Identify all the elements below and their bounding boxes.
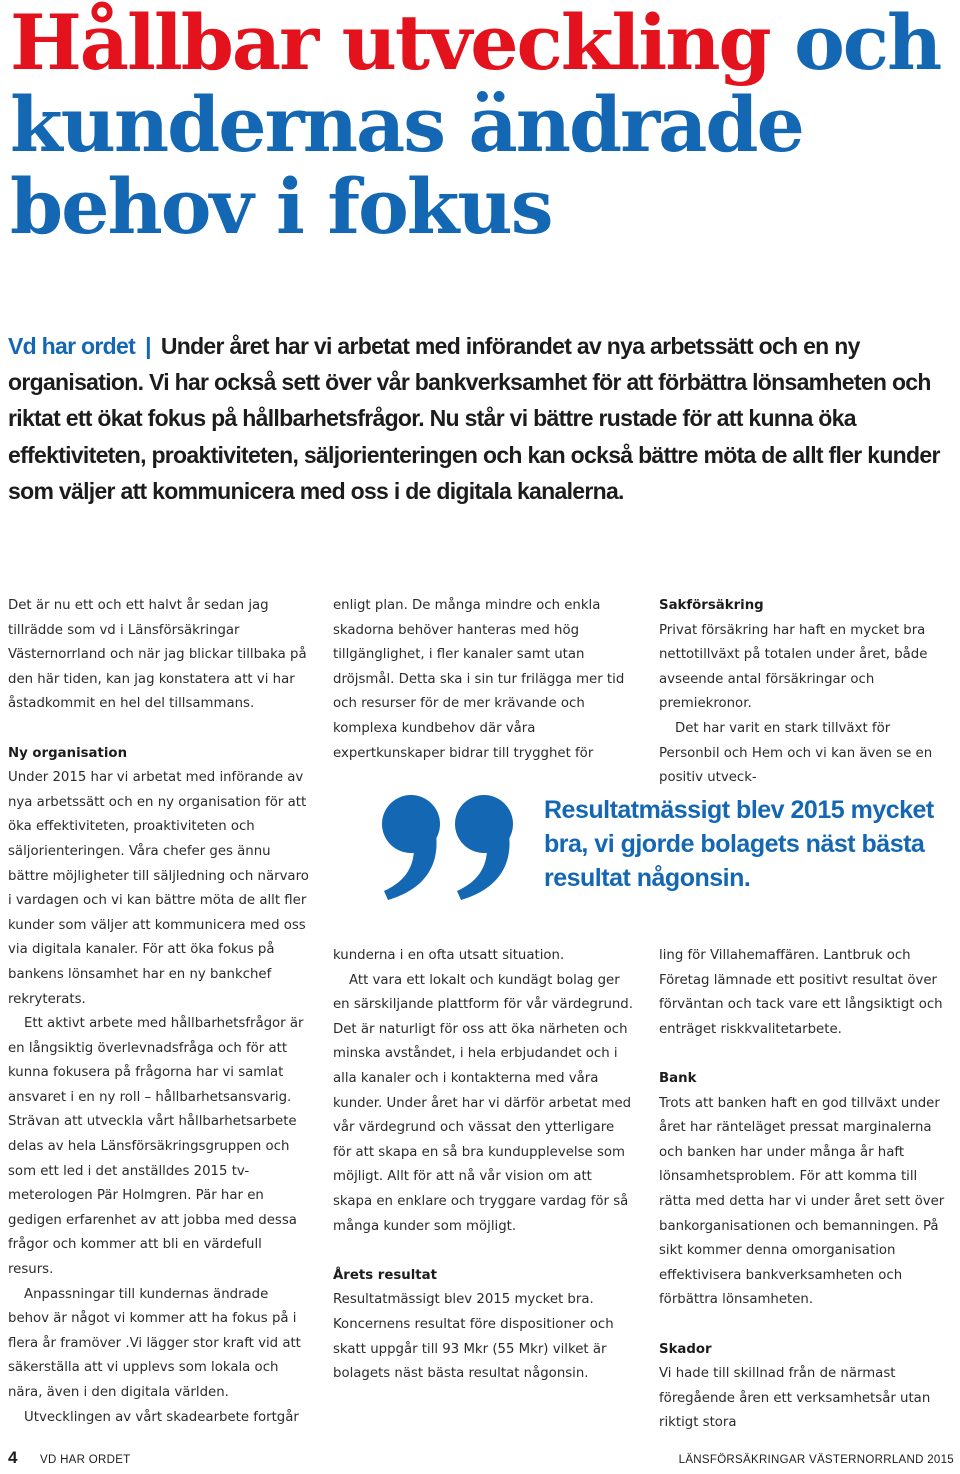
- col3-top-paragraph-1: Privat försäkring har haft en mycket bra nettotillväxt på totalen under året, både avseende antal försäkringar och premiekronor.: [659, 622, 928, 712]
- col3-heading-sakforsakring: Sakförsäkring: [659, 598, 764, 613]
- col1-paragraph-2: Under 2015 har vi arbetat med införande av nya arbetssätt och en ny organisation för att öka effektiviteten, proaktiviteten och säljorienteringen. Våra chefer ges ännu bättre möjligheter till säljledning och närvaro i vardagen och vi kan bättre möta de allt fler kunder som väljer att kommunicera med oss via digitala kanaler. För att öka fokus på bankens lönsamhet har en ny bankchef rekryterats.: [8, 770, 309, 1007]
- col1-paragraph-5: Utvecklingen av vårt skadearbete fortgår: [24, 1409, 299, 1425]
- column-2-bottom: [333, 944, 633, 1387]
- col3-bottom-paragraph-3: Vi hade till skillnad från de närmast föregående åren ett verksamhetsår utan riktigt stora: [659, 1366, 931, 1431]
- col3-bottom-paragraph-2: Trots att banken haft en god tillväxt under året har ränteläget pressat marginalerna och banken har under många år haft lönsamhetsproblem. För att komma till rätta med detta har vi under året sett över bankorganisationen och bemanningen. På sikt kommer denna omorganisation effektivisera bankverksamheten och förbättra lönsamheten.: [659, 1095, 945, 1308]
- col1-heading-organisation: Ny organisation: [8, 745, 128, 761]
- footer-company-label: LÄNSFÖRSÄKRINGAR VÄSTERNORRLAND 2015: [678, 1454, 954, 1466]
- title-red-part: Hållbar utveckling: [10, 0, 770, 87]
- title-blue-part-1: och: [794, 0, 941, 87]
- col1-paragraph-4: Anpassningar till kundernas ändrade behov är något vi kommer att ha fokus på i flera år framöver .Vi lägger stor kraft vid att säkerställa att vi upplevs som lokala och nära, även i den digitala världen.: [8, 1286, 301, 1400]
- col2-heading-arets-resultat: Årets resultat: [333, 1267, 437, 1283]
- quote-mark-icon: [378, 790, 528, 900]
- col3-bottom-paragraph-1: ling för Villahemaffären. Lantbruk och Företag lämnade ett positivt resultat över förväntan och tack vare ett långsiktigt och enträget riskkvalitetarbete.: [659, 948, 943, 1037]
- column-2-top: [333, 594, 633, 766]
- col2-top-paragraph: enligt plan. De många mindre och enkla skadorna behöver hanteras med hög tillgänglighet, i fler kanaler samt utan dröjsmål. Detta ska i sin tur frilägga mer tid och resurser för de mer krävande och komplexa kundbehov där våra expertkunskaper bidrar till trygghet för: [333, 598, 625, 761]
- col1-paragraph-1: Det är nu ett och ett halvt år sedan jag tillrädde som vd i Länsförsäkringar Västernorrland och när jag blickar tillbaka på den här tiden, kan jag konstatera att vi har åstadkommit en hel del tillsammans.: [8, 598, 307, 712]
- col1-paragraph-3: Ett aktivt arbete med hållbarhetsfrågor är en långsiktig överlevnadsfråga och för att kunna fokusera på frågorna har vi samlat ansvaret i en ny roll – hållbarhetsansvarig. Strävan att utveckla vårt hållbarhetsarbete delas av hela Länsförsäkringsgruppen och som ett led i det anställdes 2015 tv-meterologen Pär Holmgren. Pär har en gedigen erfarenhet av att jobba med dessa frågor och kommer att bli en värdefull resurs.: [8, 1016, 304, 1278]
- intro-separator: |: [145, 333, 151, 359]
- pull-quote: Resultatmässigt blev 2015 mycket bra, vi gjorde bolagets näst bästa resultat någonsin.: [544, 796, 934, 892]
- intro-kicker: Vd har ordet: [8, 333, 136, 359]
- title-blue-part-2: kundernas ändrade behov i fokus: [10, 80, 803, 251]
- column-3-top: [659, 594, 953, 791]
- column-3-bottom: [659, 944, 953, 1436]
- footer-section-label: VD HAR ORDET: [40, 1454, 131, 1466]
- intro-paragraph: [8, 328, 953, 509]
- col2-bottom-paragraph-1: kunderna i en ofta utsatt situation.: [333, 948, 565, 963]
- col3-heading-skador: Skador: [659, 1341, 712, 1357]
- column-1: [8, 594, 310, 1430]
- col2-bottom-paragraph-3: Resultatmässigt blev 2015 mycket bra. Koncernens resultat före dispositioner och skatt uppgår till 93 Mkr (55 Mkr) vilket är bolagets näst bästa resultat någonsin.: [333, 1292, 614, 1382]
- col2-bottom-paragraph-2: Att vara ett lokalt och kundägt bolag ger en särskiljande plattform för vår värdegrund. Det är naturligt för oss att öka närheten och minska avståndet, i hela erbjudandet och i alla kanaler och i kontakterna med våra kunder. Under året har vi därför arbetat med vår värdegrund och vässat den ytterligare för att skapa en så bra kundupplevelse som möjligt. Allt för att nå vår vision om att skapa en enklare och tryggare vardag för så många kunder som möjligt.: [333, 972, 633, 1234]
- page-footer: [8, 1448, 958, 1474]
- intro-text: Under året har vi arbetat med införandet av nya arbetssätt och en ny organisation. Vi har också sett över vår bankverksamhet för att förbättra lönsamheten och riktat ett ökat fokus på hållbarhetsfrågor. Nu står vi bättre rustade för att kunna öka effektiviteten, proaktiviteten, säljorienteringen och kan också bättre möta de allt fler kunder som väljer att kommunicera med oss i de digitala kanalerna.: [8, 333, 940, 504]
- col3-top-paragraph-2: Det har varit en stark tillväxt för Personbil och Hem och vi kan även se en positiv utveck-: [659, 720, 933, 786]
- page-title: [10, 0, 950, 251]
- col3-heading-bank: Bank: [659, 1070, 697, 1086]
- page-number: 4: [8, 1448, 18, 1467]
